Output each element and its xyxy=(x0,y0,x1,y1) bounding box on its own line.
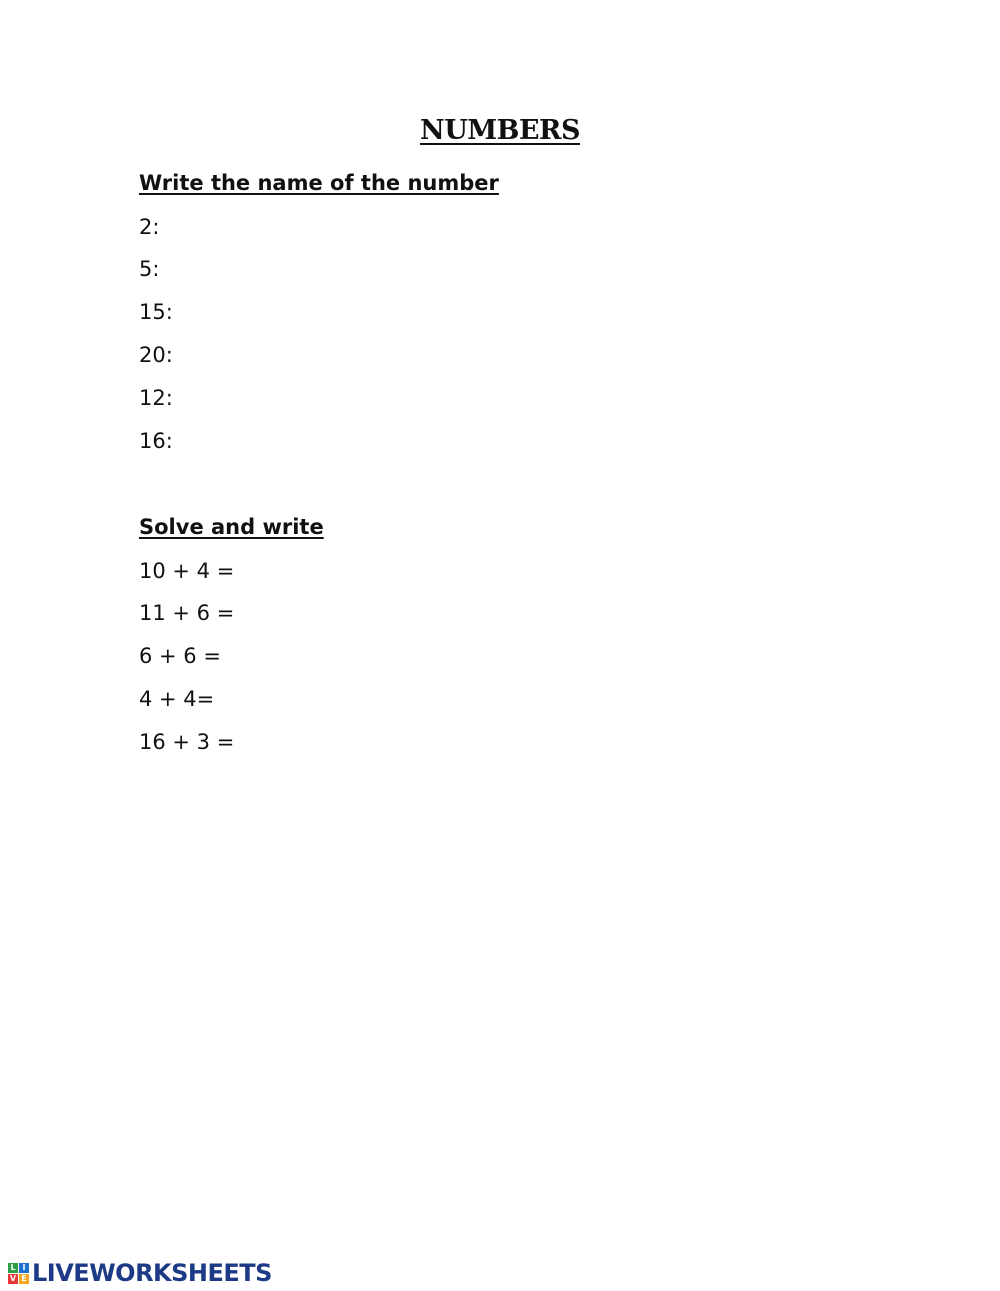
logo-tile: E xyxy=(19,1274,29,1284)
section-heading-name-the-number: Write the name of the number xyxy=(139,171,499,195)
equation-item: 4 + 4= xyxy=(139,687,215,711)
number-item: 16: xyxy=(139,429,173,453)
section-heading-solve-and-write: Solve and write xyxy=(139,515,324,539)
liveworksheets-logo-icon xyxy=(8,1263,29,1284)
page-title: NUMBERS xyxy=(420,115,580,146)
equation-item: 10 + 4 = xyxy=(139,559,235,583)
number-item: 20: xyxy=(139,343,173,367)
liveworksheets-brand[interactable] xyxy=(8,1258,272,1288)
number-item: 12: xyxy=(139,386,173,410)
number-item: 5: xyxy=(139,257,160,281)
number-item: 2: xyxy=(139,215,160,239)
number-item: 15: xyxy=(139,300,173,324)
logo-tile: V xyxy=(9,1273,17,1283)
equation-item: 6 + 6 = xyxy=(139,644,221,668)
logo-tile: L xyxy=(8,1263,18,1273)
equation-item: 16 + 3 = xyxy=(139,730,235,754)
equation-item: 11 + 6 = xyxy=(139,601,235,625)
logo-tile: I xyxy=(19,1263,29,1273)
brand-text: LIVEWORKSHEETS xyxy=(32,1259,272,1287)
